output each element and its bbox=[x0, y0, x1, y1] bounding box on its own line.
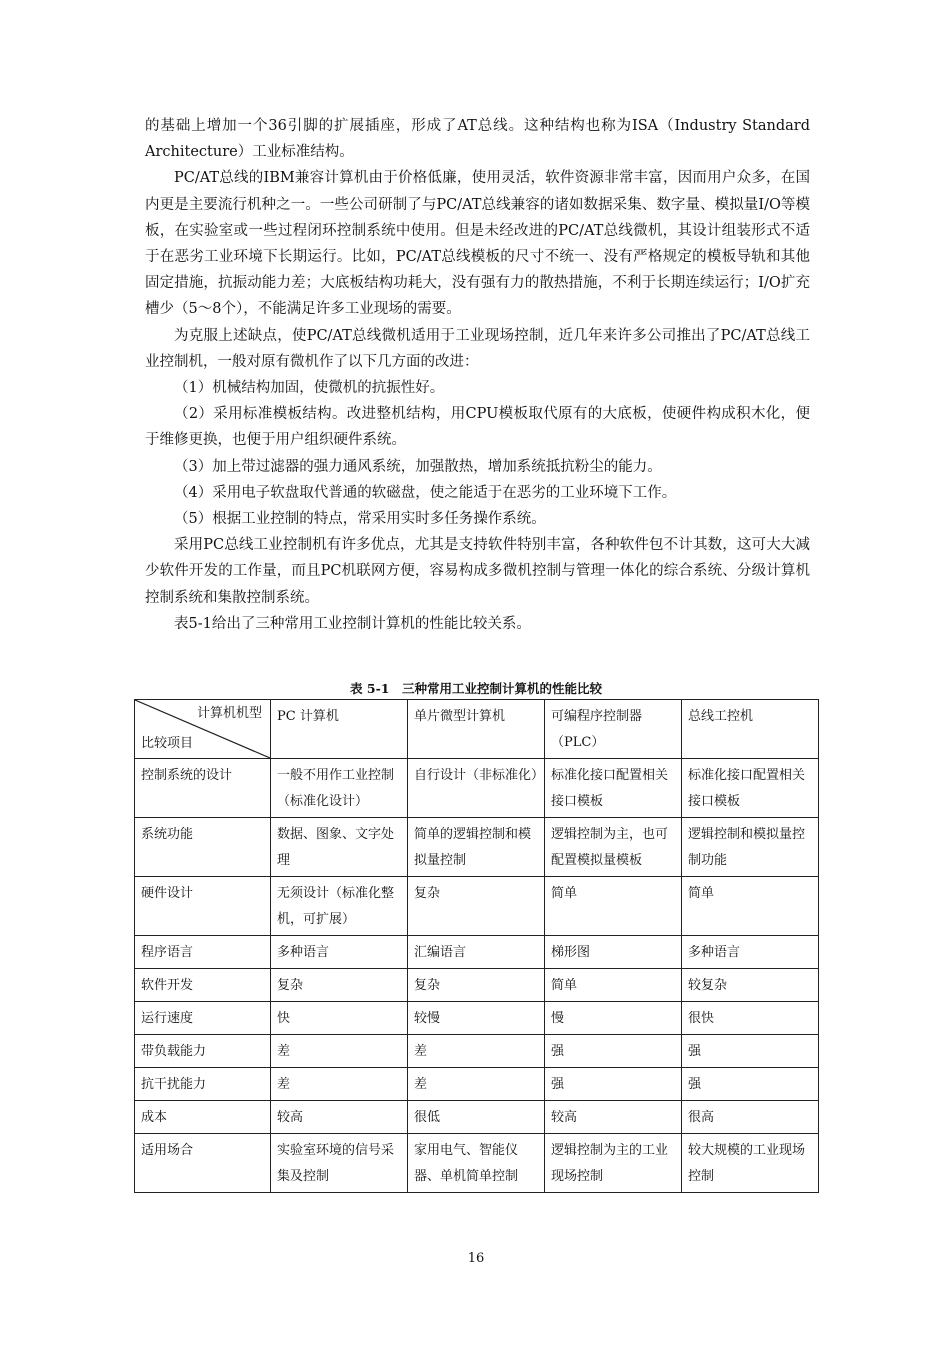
table-row bbox=[135, 818, 819, 877]
table-row bbox=[135, 969, 819, 1002]
corner-cell bbox=[135, 700, 271, 759]
table-cell: 自行设计（非标准化） bbox=[408, 759, 545, 818]
column-header: PC 计算机 bbox=[271, 700, 408, 759]
list-item: （4）采用电子软盘取代普通的软磁盘，使之能适于在恶劣的工业环境下工作。 bbox=[174, 484, 677, 501]
table-row bbox=[135, 1134, 819, 1193]
table-cell: 简单 bbox=[545, 969, 682, 1002]
table-row bbox=[135, 1101, 819, 1134]
page-number: 16 bbox=[467, 1251, 485, 1266]
table-row bbox=[135, 1035, 819, 1068]
table-cell: 标准化接口配置相关接口模板 bbox=[545, 759, 682, 818]
table-row bbox=[135, 936, 819, 969]
table-cell: 标准化接口配置相关接口模板 bbox=[682, 759, 819, 818]
row-label: 带负载能力 bbox=[135, 1035, 271, 1068]
table-cell: 多种语言 bbox=[682, 936, 819, 969]
table-cell: 差 bbox=[271, 1035, 408, 1068]
table-cell: 家用电气、智能仪器、单机简单控制 bbox=[408, 1134, 545, 1193]
row-label: 成本 bbox=[135, 1101, 271, 1134]
table-cell: 较慢 bbox=[408, 1002, 545, 1035]
table-cell: 强 bbox=[682, 1035, 819, 1068]
comparison-table bbox=[134, 699, 819, 1193]
table-cell: 逻辑控制为主的工业现场控制 bbox=[545, 1134, 682, 1193]
paragraph: PC/AT总线的IBM兼容计算机由于价格低廉，使用灵活，软件资源非常丰富，因而用户众多，在国内更是主要流行机种之一。一些公司研制了与PC/AT总线兼容的诸如数据采集、数字量、模拟量I/O等模板，在实验室或一些过程闭环控制系统中使用。但是未经改进的PC/AT总线微机，其设计组装形式不适于在恶劣工业环境下长期运行。比如，PC/AT总线模板的尺寸不统一、没有严格规定的模板导轨和其他固定措施，抗振动能力差；大底板结构功耗大，没有强有力的散热措施，不利于长期连续运行；I/O扩充槽少（5～8个），不能满足许多工业现场的需要。 bbox=[145, 170, 810, 318]
column-header: 单片微型计算机 bbox=[408, 700, 545, 759]
table-cell: 复杂 bbox=[408, 877, 545, 936]
table-cell: 较复杂 bbox=[682, 969, 819, 1002]
table-cell: 强 bbox=[545, 1035, 682, 1068]
row-label: 抗干扰能力 bbox=[135, 1068, 271, 1101]
table-cell: 数据、图象、文字处理 bbox=[271, 818, 408, 877]
table-cell: 梯形图 bbox=[545, 936, 682, 969]
table-cell: 汇编语言 bbox=[408, 936, 545, 969]
table-row bbox=[135, 1068, 819, 1101]
table-cell: 较高 bbox=[271, 1101, 408, 1134]
table-cell: 复杂 bbox=[408, 969, 545, 1002]
table-header-row bbox=[135, 700, 819, 759]
table-cell: 多种语言 bbox=[271, 936, 408, 969]
table-cell: 慢 bbox=[545, 1002, 682, 1035]
body-text bbox=[145, 113, 810, 637]
row-label: 硬件设计 bbox=[135, 877, 271, 936]
column-header: 总线工控机 bbox=[682, 700, 819, 759]
paragraph: 的基础上增加一个36引脚的扩展插座，形成了AT总线。这种结构也称为ISA（Industry Standard Architecture）工业标准结构。 bbox=[145, 118, 810, 161]
column-header: 可编程序控制器（PLC） bbox=[545, 700, 682, 759]
table-cell: 简单 bbox=[682, 877, 819, 936]
row-label: 软件开发 bbox=[135, 969, 271, 1002]
table-caption: 表 5-1 三种常用工业控制计算机的性能比较 bbox=[350, 681, 602, 696]
table-cell: 差 bbox=[408, 1035, 545, 1068]
table-row bbox=[135, 877, 819, 936]
table-cell: 无须设计（标准化整机，可扩展） bbox=[271, 877, 408, 936]
table-cell: 强 bbox=[545, 1068, 682, 1101]
corner-top-label: 计算机机型 bbox=[196, 706, 262, 721]
table-row bbox=[135, 759, 819, 818]
list-item: （1）机械结构加固，使微机的抗振性好。 bbox=[174, 380, 445, 397]
table-cell: 较大规模的工业现场控制 bbox=[682, 1134, 819, 1193]
list-item: （5）根据工业控制的特点，常采用实时多任务操作系统。 bbox=[174, 511, 546, 528]
table-row bbox=[135, 1002, 819, 1035]
table-cell: 逻辑控制为主，也可配置模拟量模板 bbox=[545, 818, 682, 877]
row-label: 控制系统的设计 bbox=[135, 759, 271, 818]
table-cell: 很高 bbox=[682, 1101, 819, 1134]
table-cell: 实验室环境的信号采集及控制 bbox=[271, 1134, 408, 1193]
table-cell: 一般不用作工业控制（标准化设计） bbox=[271, 759, 408, 818]
row-label: 运行速度 bbox=[135, 1002, 271, 1035]
table-cell: 快 bbox=[271, 1002, 408, 1035]
table-cell: 简单的逻辑控制和模拟量控制 bbox=[408, 818, 545, 877]
paragraph: 表5-1给出了三种常用工业控制计算机的性能比较关系。 bbox=[174, 615, 531, 632]
corner-bottom-label: 比较项目 bbox=[141, 736, 194, 751]
table-cell: 很快 bbox=[682, 1002, 819, 1035]
list-item: （3）加上带过滤器的强力通风系统，加强散热，增加系统抵抗粉尘的能力。 bbox=[174, 458, 662, 475]
table-cell: 差 bbox=[408, 1068, 545, 1101]
table-cell: 差 bbox=[271, 1068, 408, 1101]
table-cell: 逻辑控制和模拟量控制功能 bbox=[682, 818, 819, 877]
table-cell: 简单 bbox=[545, 877, 682, 936]
table-cell: 较高 bbox=[545, 1101, 682, 1134]
row-label: 程序语言 bbox=[135, 936, 271, 969]
list-item: （2）采用标准模板结构。改进整机结构，用CPU模板取代原有的大底板，使硬件构成积木化，便于维修更换，也便于用户组织硬件系统。 bbox=[145, 406, 810, 449]
paragraph: 采用PC总线工业控制机有许多优点，尤其是支持软件特别丰富，各种软件包不计其数，这可大大减少软件开发的工作量，而且PC机联网方便，容易构成多微机控制与管理一体化的综合系统、分级计算机控制系统和集散控制系统。 bbox=[145, 537, 810, 606]
table-cell: 强 bbox=[682, 1068, 819, 1101]
paragraph: 为克服上述缺点，使PC/AT总线微机适用于工业现场控制，近几年来许多公司推出了PC/AT总线工业控制机，一般对原有微机作了以下几方面的改进： bbox=[145, 327, 810, 370]
row-label: 系统功能 bbox=[135, 818, 271, 877]
row-label: 适用场合 bbox=[135, 1134, 271, 1193]
table-cell: 很低 bbox=[408, 1101, 545, 1134]
table-cell: 复杂 bbox=[271, 969, 408, 1002]
